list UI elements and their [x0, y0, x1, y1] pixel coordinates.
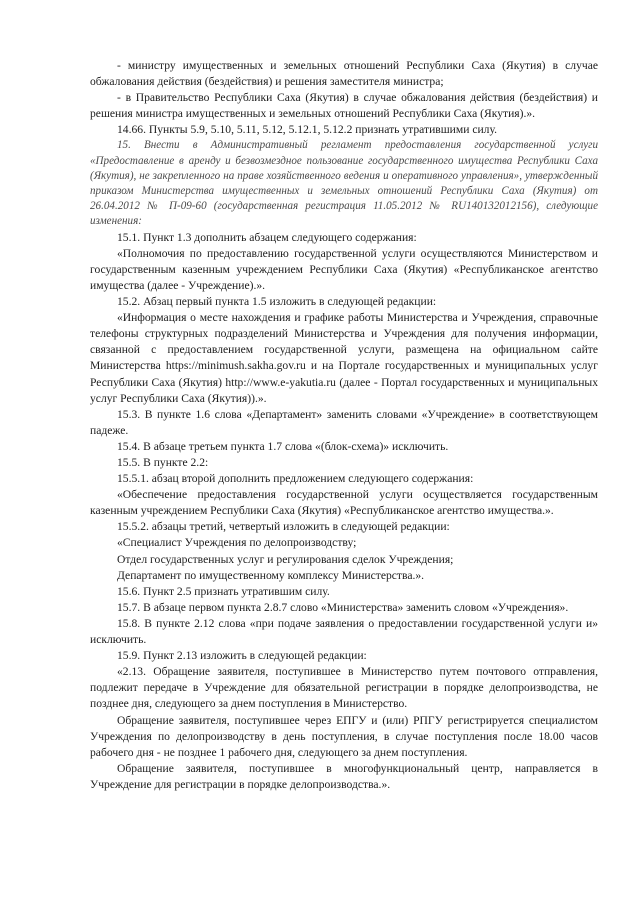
paragraph-15-2: 15.2. Абзац первый пункта 1.5 изложить в следующей редакции: [117, 295, 437, 309]
paragraph-14-65-item-1: - министру имущественных и земельных отношений Республики Саха (Якутия) в случае обжалования действия (бездействия) и решения заместителя министра; [90, 59, 598, 89]
paragraph-15-9: 15.9. Пункт 2.13 изложить в следующей редакции: [117, 649, 367, 663]
paragraph-15-5-2-line-3: Департамент по имущественному комплексу Министерства.». [117, 568, 425, 582]
paragraph-15-3: 15.3. В пункте 1.6 слова «Департамент» заменить словами «Учреждение» в соответствующем падеже. [90, 407, 598, 437]
paragraph-15-1-quote: «Полномочия по предоставлению государственной услуги осуществляются Министерством и государственным казенным учреждением Республики Саха (Якутия) «Республиканское агентство имущества (далее - Учреждение).». [90, 246, 598, 292]
paragraph-15-5-1: 15.5.1. абзац второй дополнить предложением следующего содержания: [117, 472, 474, 486]
paragraph-15-6: 15.6. Пункт 2.5 признать утратившим силу. [117, 584, 330, 598]
paragraph-15-1: 15.1. Пункт 1.3 дополнить абзацем следующего содержания: [117, 230, 417, 244]
paragraph-15-heading: 15. Внести в Административный регламент предоставления государственной услуги «Предоставление в аренду и безвозмездное пользование государственного имущества Республики Саха (Якутия), не закрепленного на праве хозяйственного ведения и оперативного управления», утвержденный приказом Министерства имущественных и земельных отношений Республики Саха (Якутия) от 26.04.2012 № П-09-60 (государственная регистрация 11.05.2012 № RU140132012156), следующие изменения: [90, 139, 598, 228]
paragraph-15-4: 15.4. В абзаце третьем пункта 1.7 слова «(блок-схема)» исключить. [117, 439, 449, 453]
paragraph-15-9-quote-2: Обращение заявителя, поступившее через ЕПГУ и (или) РПГУ регистрируется специалистом Учреждения по делопроизводству в день поступления, в случае поступления после 18.00 часов рабочего дня - не позднее 1 рабочего дня, следующего за днем поступления. [90, 713, 598, 759]
paragraph-14-65-item-2: - в Правительство Республики Саха (Якутия) в случае обжалования действия (бездействия) и решения министра имущественных и земельных отношений Республики Саха (Якутия).». [90, 91, 598, 121]
paragraph-15-9-quote-1: «2.13. Обращение заявителя, поступившее в Министерство путем почтового отправления, подлежит передаче в Учреждение для обязательной регистрации в порядке делопроизводства, не позднее дня, следующего за днем поступления в Министерство. [90, 665, 598, 711]
paragraph-15-5-2-line-2: Отдел государственных услуг и регулирования сделок Учреждения; [117, 552, 454, 566]
paragraph-15-5-2: 15.5.2. абзацы третий, четвертый изложить в следующей редакции: [117, 520, 450, 534]
paragraph-15-7: 15.7. В абзаце первом пункта 2.8.7 слово «Министерства» заменить словом «Учреждения». [117, 600, 569, 614]
paragraph-15-9-quote-3: Обращение заявителя, поступившее в многофункциональный центр, направляется в Учреждение для регистрации в порядке делопроизводства.». [90, 761, 598, 791]
paragraph-15-5-2-line-1: «Специалист Учреждения по делопроизводству; [117, 536, 357, 550]
paragraph-15-5: 15.5. В пункте 2.2: [117, 456, 209, 469]
paragraph-14-66: 14.66. Пункты 5.9, 5.10, 5.11, 5.12, 5.12.1, 5.12.2 признать утратившими силу. [117, 123, 497, 137]
paragraph-15-5-1-quote: «Обеспечение предоставления государственной услуги осуществляется государственным казенным учреждением Республики Саха (Якутия) «Республиканское агентство имущества.». [90, 488, 598, 518]
paragraph-15-2-quote: «Информация о месте нахождения и графике работы Министерства и Учреждения, справочные телефоны структурных подразделений Министерства и Учреждения для получения информации, связанной с предоставлением государственной услуги, размещена на официальном сайте Министерства https://minimush.sakha.gov.ru и на Портале государственных и муниципальных услуг Республики Саха (Якутия) http://www.e-yakutia.ru (далее - Портал государственных и муниципальных услуг Республики Саха (Якутия)).». [90, 311, 598, 405]
paragraph-15-8: 15.8. В пункте 2.12 слова «при подаче заявления о предоставлении государственной услуги и» исключить. [90, 616, 598, 647]
document-page [90, 58, 598, 793]
